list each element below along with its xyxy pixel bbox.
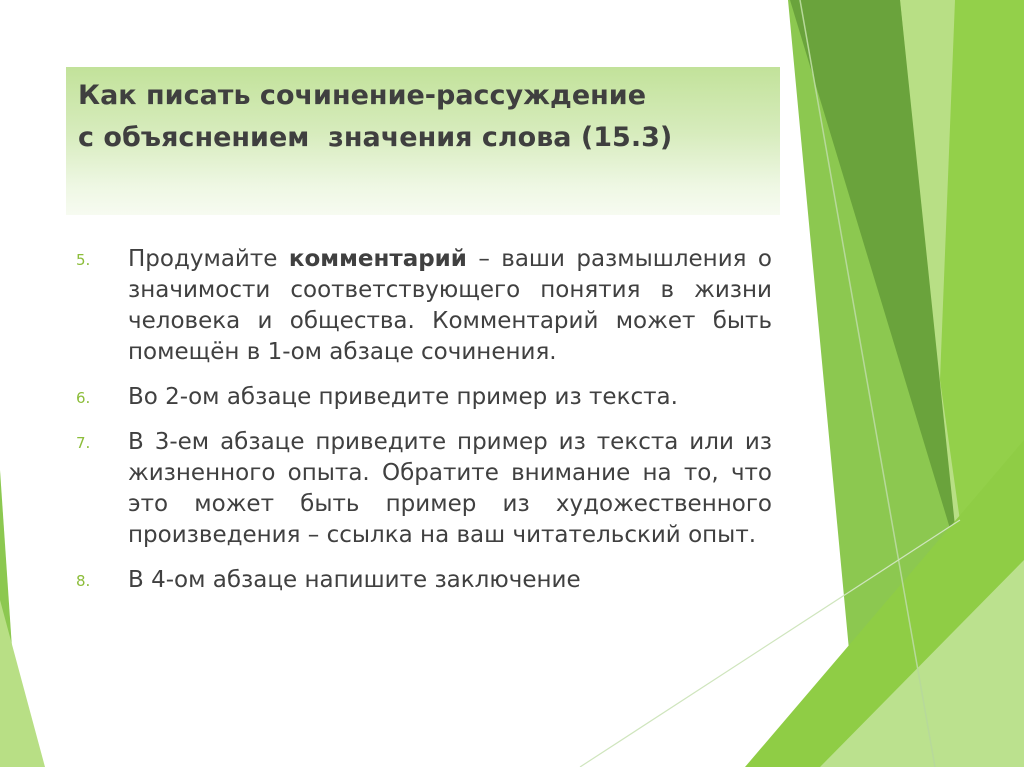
- list-item-number: 7.: [76, 434, 91, 452]
- list-item: [76, 244, 772, 368]
- list-item-text: Во 2-ом абзаце приведите пример из текста.: [128, 384, 678, 410]
- list-item-text: В 4-ом абзаце напишите заключение: [128, 567, 581, 593]
- list-item: [76, 427, 772, 551]
- list-item: [76, 382, 772, 413]
- list-item-text: В 3-ем абзаце приведите пример из текста или из жизненного опыта. Обратите внимание на то, что это может быть пример из художественного произведения – ссылка на ваш читательский опыт.: [128, 429, 772, 548]
- list-item-text-end: – ваши размышления о значимости соответствующего понятия в жизни человека и общества. Комментарий может быть помещён в 1-ом абзаце сочинения.: [128, 246, 772, 365]
- list-item-text-start: Продумайте: [128, 246, 289, 272]
- list-item: [76, 565, 772, 596]
- title-line-2: с объяснением значения слова (15.3): [78, 122, 673, 153]
- list-item-number: 8.: [76, 572, 91, 590]
- list-item-number: 5.: [76, 251, 91, 269]
- list-item-text-bold: комментарий: [288, 246, 467, 272]
- slide-title: [78, 75, 672, 159]
- title-line-1: Как писать сочинение-рассуждение: [78, 80, 647, 111]
- title-box: [66, 67, 780, 215]
- list-item-text: [128, 244, 772, 368]
- list-item-number: 6.: [76, 389, 91, 407]
- numbered-list: [76, 244, 772, 610]
